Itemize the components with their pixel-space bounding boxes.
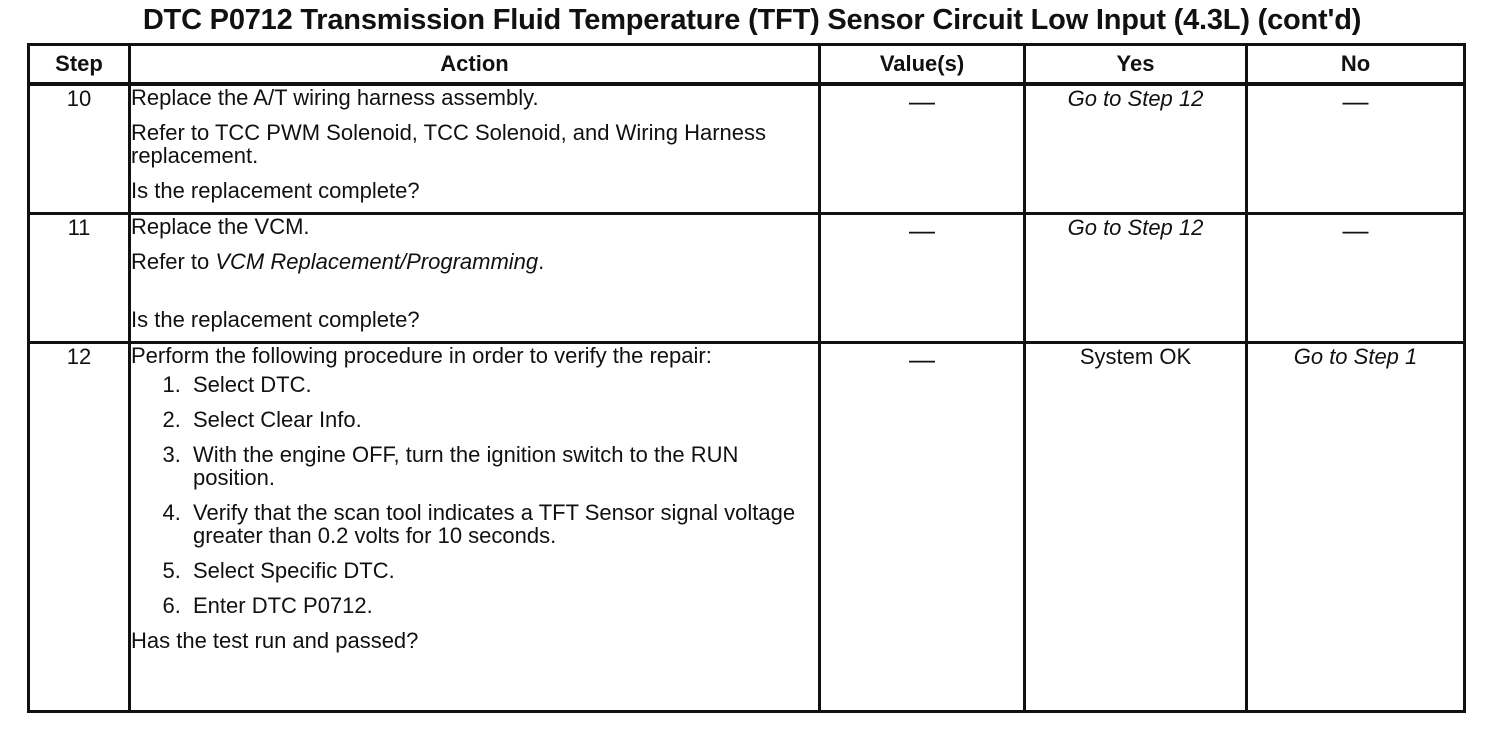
yes-link-text: Go to Step 12: [1067, 86, 1204, 111]
action-intro: Perform the following procedure in order to verify the repair:: [131, 343, 712, 368]
procedure-step: 4. Verify that the scan tool indicates a TFT Sensor signal voltage greater than 0.2 volts for 10 seconds.: [187, 501, 818, 547]
procedure-step: 1. Select DTC.: [187, 373, 818, 396]
table-row-step-12: [29, 343, 1465, 712]
procedure-step: 2. Select Clear Info.: [187, 408, 818, 431]
column-header-yes: Yes: [1025, 45, 1247, 85]
action-cell: [130, 214, 820, 343]
table-row-step-10: [29, 84, 1465, 214]
action-cell: [130, 84, 820, 214]
action-reference-suffix: .: [538, 249, 545, 274]
procedure-step: 3. With the engine OFF, turn the ignition switch to the RUN position.: [187, 443, 818, 489]
action-cell: [130, 343, 820, 712]
column-header-step: Step: [29, 45, 130, 85]
procedure-list: [131, 373, 818, 617]
action-question: Has the test run and passed?: [131, 628, 419, 653]
action-instruction: Replace the VCM.: [131, 214, 310, 239]
action-reference-title: VCM Replacement/Programming: [215, 249, 539, 274]
yes-result-text: System OK: [1079, 344, 1192, 369]
action-reference: Refer to TCC PWM Solenoid, TCC Solenoid, and Wiring Harness replacement.: [131, 120, 766, 168]
no-cell: —: [1247, 84, 1465, 214]
no-cell: —: [1247, 214, 1465, 343]
step-number: 12: [29, 343, 130, 712]
action-question: Is the replacement complete?: [131, 307, 420, 332]
value-cell: —: [820, 214, 1025, 343]
value-cell: —: [820, 343, 1025, 712]
yes-cell: [1025, 214, 1247, 343]
value-cell: —: [820, 84, 1025, 214]
page-title: DTC P0712 Transmission Fluid Temperature (TFT) Sensor Circuit Low Input (4.3L) (cont'd): [142, 4, 1362, 36]
no-link-text: Go to Step 1: [1293, 344, 1418, 369]
yes-link-text: Go to Step 12: [1067, 215, 1204, 240]
step-number: 10: [29, 84, 130, 214]
procedure-step: 5. Select Specific DTC.: [187, 559, 818, 582]
yes-cell: [1025, 343, 1247, 712]
action-instruction: Replace the A/T wiring harness assembly.: [131, 85, 539, 110]
step-number: 11: [29, 214, 130, 343]
column-header-no: No: [1247, 45, 1465, 85]
procedure-step: 6. Enter DTC P0712.: [187, 594, 818, 617]
yes-cell: [1025, 84, 1247, 214]
column-header-values: Value(s): [820, 45, 1025, 85]
action-reference-prefix: Refer to: [131, 249, 216, 274]
action-question: Is the replacement complete?: [131, 178, 420, 203]
action-reference: [131, 250, 818, 273]
spacer: [131, 285, 818, 308]
table-row-step-11: [29, 214, 1465, 343]
table-header-row: [29, 45, 1465, 85]
column-header-action: Action: [130, 45, 820, 85]
no-cell: [1247, 343, 1465, 712]
diagnostic-table: [27, 43, 1466, 713]
